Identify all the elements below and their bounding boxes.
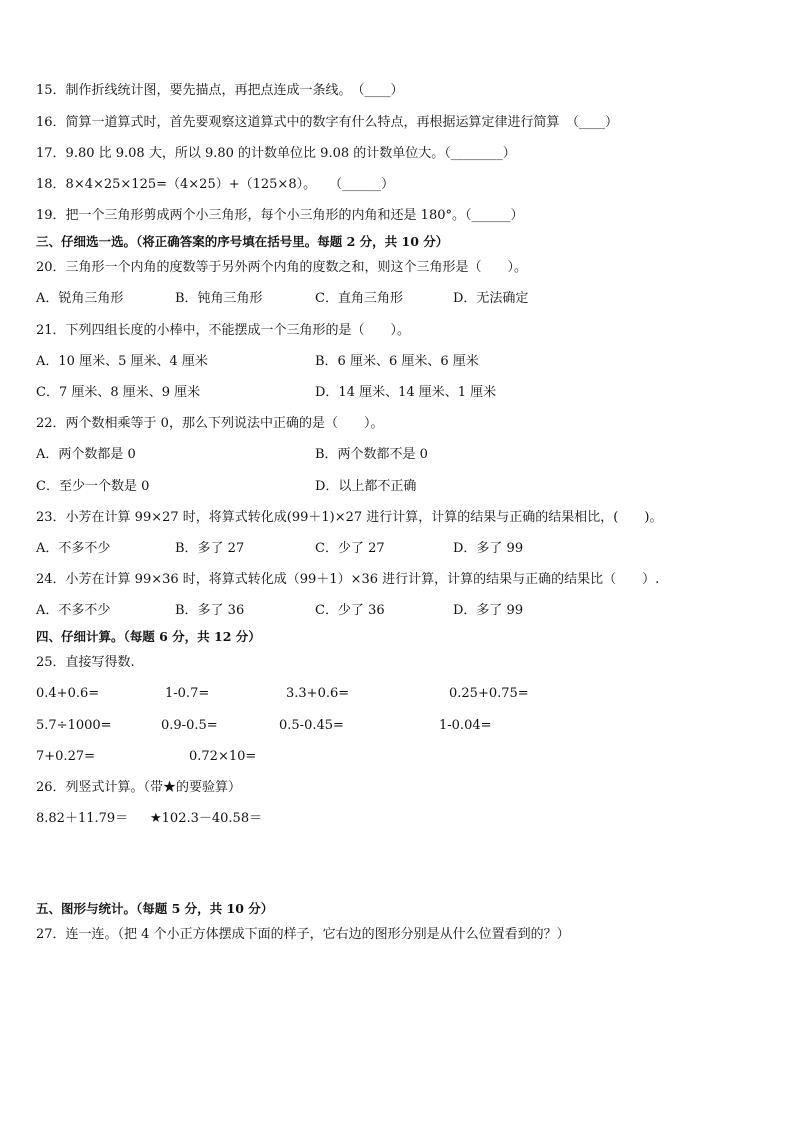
section-5-heading: 五、图形与统计。（每题 5 分，共 10 分） (36, 901, 274, 916)
q22-option-d: D．以上都不正确 (315, 479, 417, 494)
q25-item: 3.3+0.6= (286, 686, 350, 701)
q25-item: 0.25+0.75= (449, 686, 529, 701)
q24-option-b: B．多了 36 (175, 603, 245, 618)
tf-17: 17．9.80 比 9.08 大，所以 9.80 的计数单位比 9.08 的计数单位大。（________） (36, 146, 516, 161)
tf-18: 18．8×4×25×125=（4×25）+（125×8）。 （______） (36, 177, 395, 192)
q25-item: 1-0.7= (165, 686, 210, 701)
q23-stem: 23．小芳在计算 99×27 时，将算式转化成(99＋1)×27 进行计算，计算的结果与正确的结果相比，( )。 (36, 510, 663, 525)
q21-option-c: C．7 厘米、8 厘米、9 厘米 (36, 385, 201, 400)
q23-option-d: D．多了 99 (453, 541, 524, 556)
q25-item: 0.4+0.6= (36, 686, 100, 701)
q21-stem: 21．下列四组长度的小棒中，不能摆成一个三角形的是（ ）。 (36, 323, 411, 338)
q23-option-a: A．不多不少 (36, 541, 111, 556)
q22-option-b: B．两个数都不是 0 (315, 447, 428, 462)
q22-stem: 22．两个数相乘等于 0，那么下列说法中正确的是（ ）。 (36, 416, 384, 431)
q26-item: ★102.3－40.58＝ (150, 811, 263, 826)
q26-item: 8.82＋11.79＝ (36, 811, 129, 826)
q20-stem: 20．三角形一个内角的度数等于另外两个内角的度数之和，则这个三角形是（ ）。 (36, 260, 528, 275)
q27-stem: 27．连一连。（把 4 个小正方体摆成下面的样子，它右边的图形分别是从什么位置看到的？） (36, 927, 570, 942)
q26-stem: 26．列竖式计算。（带★的要验算） (36, 780, 242, 795)
q25-stem: 25．直接写得数. (36, 655, 135, 670)
q24-option-a: A．不多不少 (36, 603, 111, 618)
q23-option-b: B．多了 27 (175, 541, 245, 556)
q24-stem: 24．小芳在计算 99×36 时，将算式转化成（99＋1）×36 进行计算，计算的结果与正确的结果比（ ）. (36, 572, 660, 587)
q24-option-d: D．多了 99 (453, 603, 524, 618)
q20-option-b: B．钝角三角形 (175, 291, 263, 306)
q21-option-a: A．10 厘米、5 厘米、4 厘米 (36, 354, 208, 369)
q25-item: 5.7÷1000= (36, 718, 112, 733)
q20-option-a: A．锐角三角形 (36, 291, 124, 306)
tf-16: 16．简算一道算式时，首先要观察这道算式中的数字有什么特点，再根据运算定律进行简算 （____） (36, 115, 619, 130)
q24-option-c: C．少了 36 (315, 603, 385, 618)
q20-option-d: D．无法确定 (453, 291, 529, 306)
section-3-heading: 三、仔细选一选。（将正确答案的序号填在括号里。每题 2 分，共 10 分） (36, 234, 449, 249)
q25-item: 7+0.27= (36, 749, 96, 764)
q22-option-c: C．至少一个数是 0 (36, 479, 150, 494)
tf-19: 19．把一个三角形剪成两个小三角形，每个小三角形的内角和还是 180°。（______） (36, 208, 524, 223)
q21-option-b: B．6 厘米、6 厘米、6 厘米 (315, 354, 479, 369)
q25-item: 0.72×10= (189, 749, 257, 764)
q23-option-c: C．少了 27 (315, 541, 385, 556)
q25-item: 0.9-0.5= (161, 718, 218, 733)
section-4-heading: 四、仔细计算。（每题 6 分，共 12 分） (36, 629, 261, 644)
q21-option-d: D．14 厘米、14 厘米、1 厘米 (315, 385, 497, 400)
tf-15: 15．制作折线统计图，要先描点，再把点连成一条线。 （____） (36, 83, 404, 98)
q22-option-a: A．两个数都是 0 (36, 447, 136, 462)
q20-option-c: C．直角三角形 (315, 291, 403, 306)
q25-item: 0.5-0.45= (279, 718, 344, 733)
q25-item: 1-0.04= (439, 718, 492, 733)
